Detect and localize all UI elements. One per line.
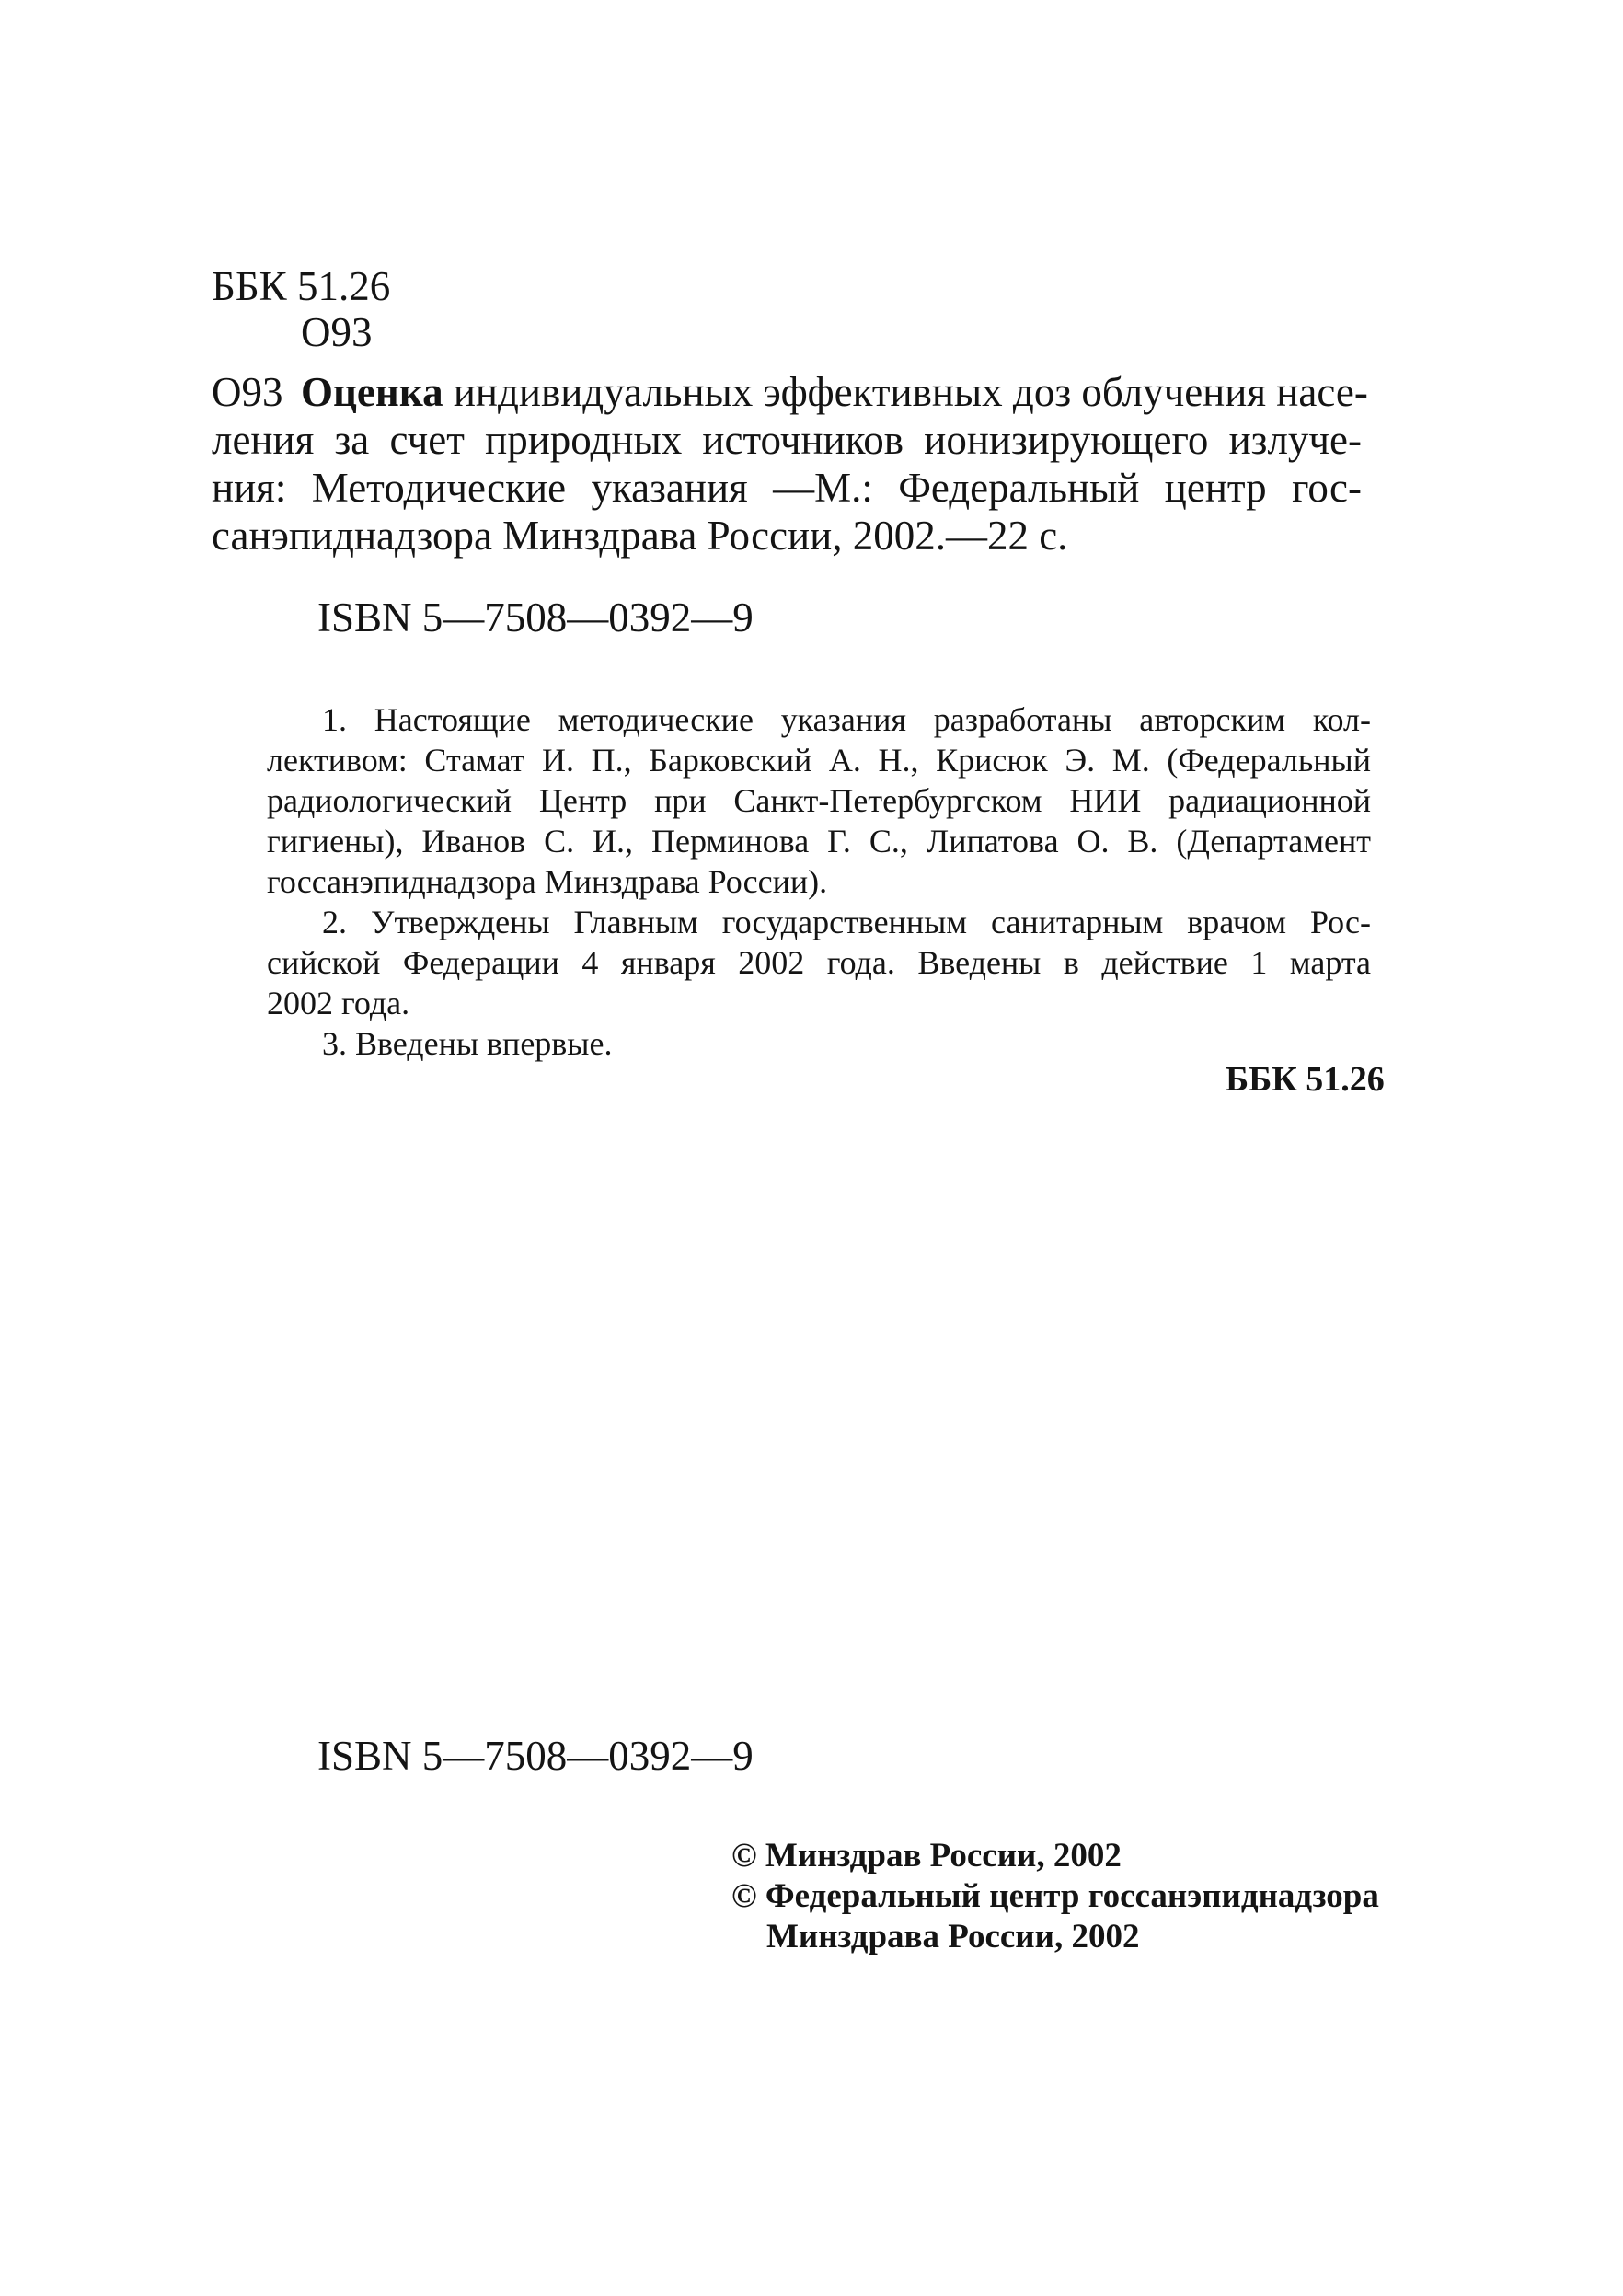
bibliographic-line-2: ления за счет природных источников ионизирующего излуче-: [212, 417, 1362, 463]
note-1-line-4: гигиены), Иванов С. И., Перминова Г. С., Липатова О. В. (Департамент: [267, 823, 1371, 860]
copyright-line-2: © Федеральный центр госсанэпиднадзора: [731, 1877, 1379, 1915]
note-1-line-5: госсанэпиднадзора Минздрава России).: [267, 863, 828, 900]
bibliographic-line-1: [212, 368, 1368, 416]
bbk-index: ББК 51.26: [212, 263, 391, 309]
author-code: О93: [212, 369, 283, 415]
notes-block: [267, 699, 1371, 1064]
bibliographic-line-4: санэпиднадзора Минздрава России, 2002.—22 с.: [212, 513, 1068, 559]
note-1-line-1: 1. Настоящие методические указания разработаны авторским кол-: [322, 701, 1371, 738]
bibliographic-line-3: ния: Методические указания —М.: Федеральный центр гос-: [212, 465, 1362, 511]
copyright-line-1: © Минздрав России, 2002: [731, 1837, 1122, 1875]
note-2-line-1: 2. Утверждены Главным государственным санитарным врачом Рос-: [322, 904, 1371, 940]
isbn-entry: ISBN 5—7508—0392—9: [317, 594, 754, 640]
title-text: индивидуальных эффективных доз облучения насе-: [443, 369, 1368, 415]
isbn-footer: ISBN 5—7508—0392—9: [317, 1733, 754, 1779]
note-2-line-2: сийской Федерации 4 января 2002 года. Введены в действие 1 марта: [267, 944, 1371, 981]
copyright-block: [731, 1836, 1379, 1957]
note-3: 3. Введены впервые.: [322, 1025, 613, 1062]
bibliographic-entry: [212, 368, 1368, 560]
note-1-line-3: радиологический Центр при Санкт-Петербургском НИИ радиационной: [267, 782, 1371, 819]
note-1-line-2: лективом: Стамат И. П., Барковский А. Н., Крисюк Э. М. (Федеральный: [267, 742, 1371, 779]
title-head-word: Оценка: [301, 369, 443, 415]
copyright-line-3: Минздрава России, 2002: [766, 1918, 1140, 1956]
note-2-line-3: 2002 года.: [267, 985, 410, 1021]
bbk-footer: ББК 51.26: [1226, 1060, 1385, 1099]
author-mark: О93: [301, 309, 373, 355]
